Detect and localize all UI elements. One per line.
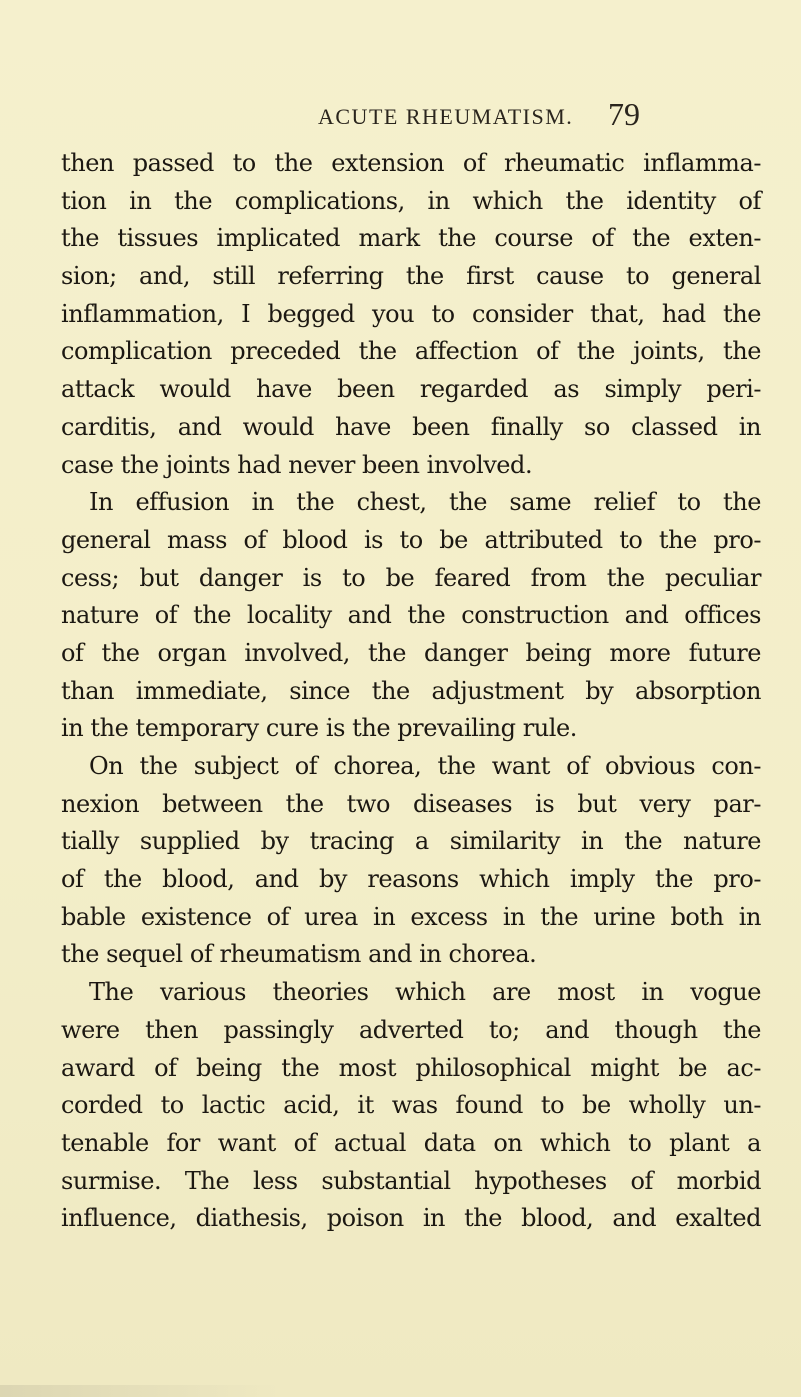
text-line: case the joints had never been involved. bbox=[61, 450, 533, 479]
text-line: in the temporary cure is the prevailing rule. bbox=[61, 714, 577, 743]
text-line: were then passingly adverted to; and though the bbox=[61, 1015, 761, 1044]
text-line: carditis, and would have been finally so classed in bbox=[61, 412, 761, 441]
text-line: corded to lactic acid, it was found to be wholly un- bbox=[61, 1091, 761, 1120]
text-line: the sequel of rheumatism and in chorea. bbox=[61, 940, 537, 969]
text-line: inflammation, I begged you to consider that, had the bbox=[61, 299, 761, 328]
page-number: 79 bbox=[608, 96, 640, 132]
paragraph-start-line: In effusion in the chest, the same relief to the bbox=[89, 488, 761, 517]
text-line: the tissues implicated mark the course of the exten- bbox=[61, 224, 761, 253]
text-line: nexion between the two diseases is but very par- bbox=[61, 789, 761, 818]
paragraph-start-line: The various theories which are most in vogue bbox=[89, 978, 761, 1007]
text-line: bable existence of urea in excess in the urine both in bbox=[61, 902, 761, 931]
text-line: cess; but danger is to be feared from the peculiar bbox=[61, 563, 761, 592]
text-line: tially supplied by tracing a similarity in the nature bbox=[61, 827, 761, 856]
text-line: tion in the complications, in which the identity of bbox=[61, 186, 761, 215]
text-line: sion; and, still referring the first cause to general bbox=[61, 262, 761, 291]
text-line: nature of the locality and the construction and offices bbox=[61, 601, 761, 630]
text-line: than immediate, since the adjustment by absorption bbox=[61, 676, 761, 705]
page-edge-shadow bbox=[0, 1385, 801, 1397]
text-line: influence, diathesis, poison in the blood, and exalted bbox=[61, 1204, 761, 1233]
text-line: of the blood, and by reasons which imply the pro- bbox=[61, 865, 761, 894]
running-title: ACUTE RHEUMATISM. bbox=[318, 104, 574, 129]
text-line: then passed to the extension of rheumatic inflamma- bbox=[61, 149, 761, 177]
body-text bbox=[61, 145, 761, 1238]
text-line: surmise. The less substantial hypotheses of morbid bbox=[61, 1166, 761, 1195]
text-line: award of being the most philosophical might be ac- bbox=[61, 1053, 761, 1082]
text-line: complication preceded the affection of the joints, the bbox=[61, 337, 761, 366]
running-head bbox=[0, 98, 801, 138]
text-line: tenable for want of actual data on which to plant a bbox=[61, 1128, 761, 1157]
text-line: of the organ involved, the danger being more future bbox=[61, 638, 761, 667]
text-line: general mass of blood is to be attributed to the pro- bbox=[61, 525, 761, 554]
text-line: attack would have been regarded as simply peri- bbox=[61, 375, 761, 404]
paragraph-start-line: On the subject of chorea, the want of obvious con- bbox=[89, 752, 761, 780]
